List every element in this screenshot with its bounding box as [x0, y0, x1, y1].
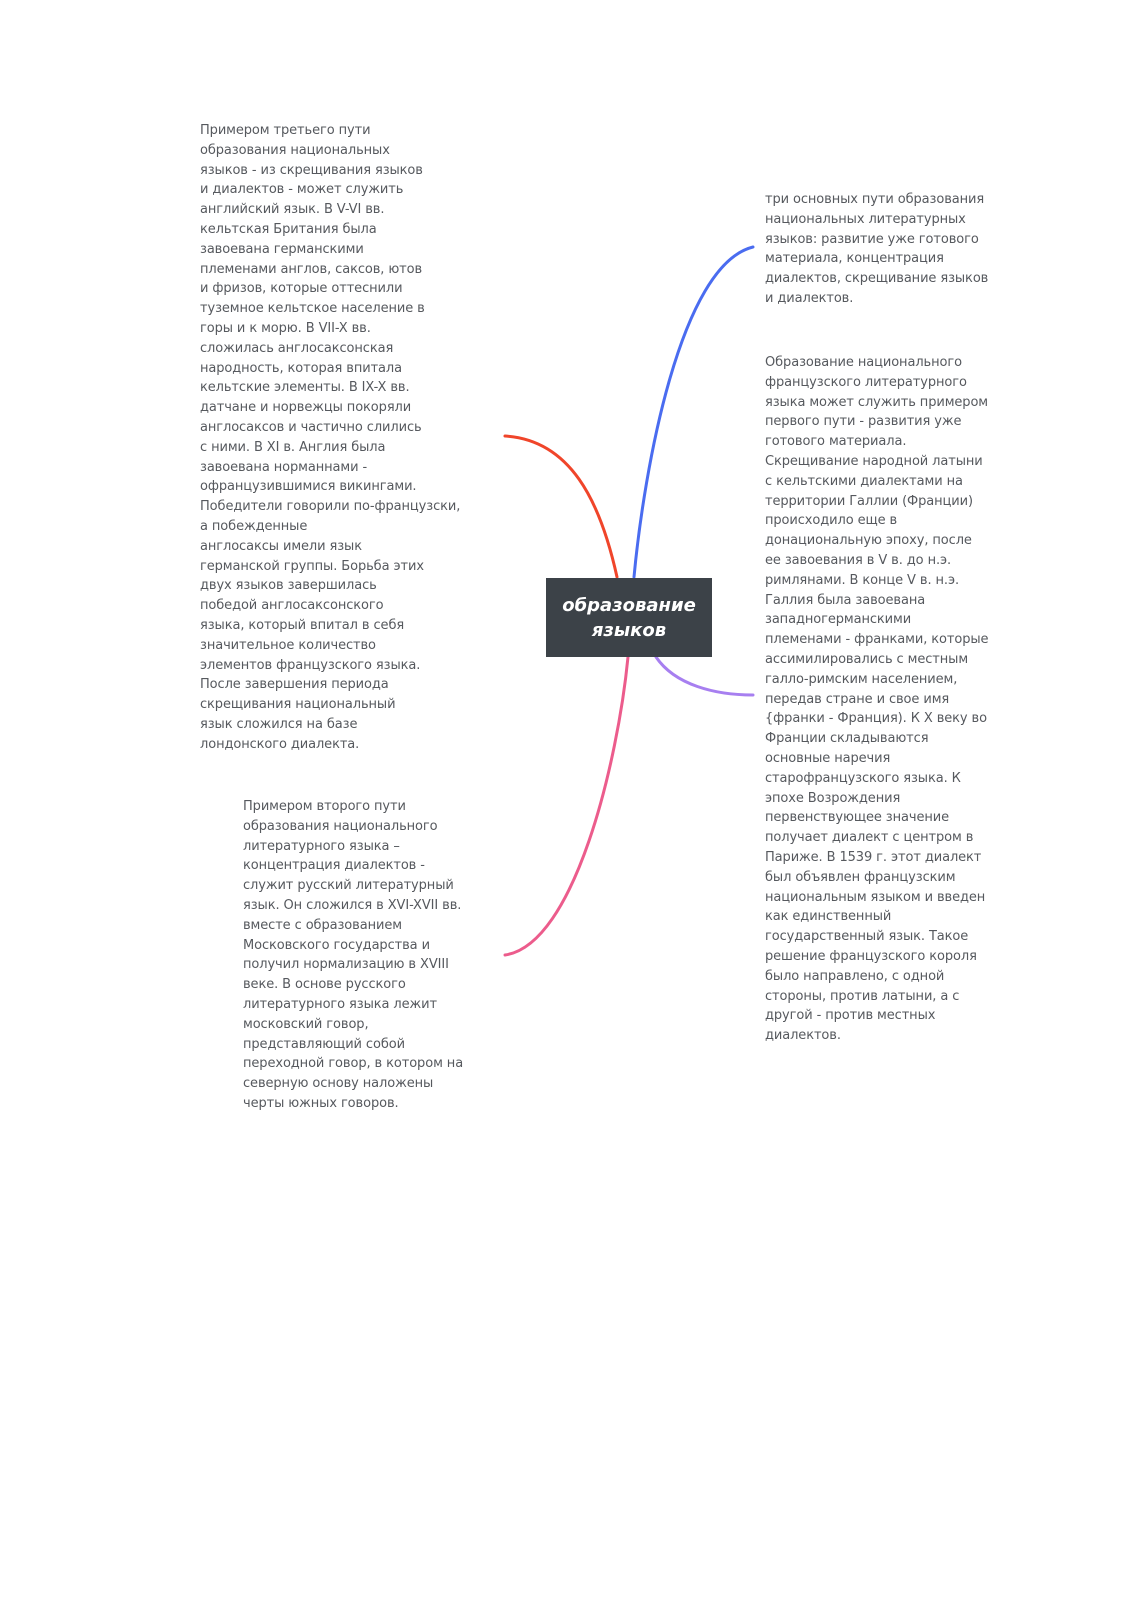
- note-line: Скрещивание народной латыни: [765, 453, 983, 469]
- note-line: донациональную эпоху, после: [765, 533, 972, 549]
- note-line: и диалектов - может служить: [200, 182, 404, 198]
- note-line: племенами - франками, которые: [765, 632, 989, 648]
- central-topic[interactable]: [546, 578, 712, 657]
- note-second-way-russian[interactable]: [243, 797, 463, 1114]
- note-line: сложилась англосаксонская: [200, 340, 394, 356]
- note-line: римлянами. В конце V в. н.э.: [765, 572, 960, 588]
- note-line: происходило еще в: [765, 513, 898, 529]
- note-line: черты южных говоров.: [243, 1095, 399, 1111]
- note-line: элементов французского языка.: [200, 657, 421, 673]
- note-line: значительное количество: [200, 637, 376, 653]
- note-line: с ними. В XI в. Англия была: [200, 439, 386, 455]
- note-line: старофранцузского языка. К: [765, 770, 961, 786]
- note-line: диалектов, скрещивание языков: [765, 271, 989, 287]
- note-line: галло-римским населением,: [765, 671, 958, 687]
- note-line: лондонского диалекта.: [200, 736, 360, 752]
- note-line: англосаксов и частично слились: [200, 419, 422, 435]
- note-third-way-english[interactable]: [200, 121, 460, 755]
- note-line: французского литературного: [765, 374, 967, 390]
- note-three-main-ways[interactable]: [765, 190, 988, 309]
- note-line: образования национальных: [200, 142, 390, 158]
- note-line: двух языков завершилась: [200, 578, 377, 594]
- note-line: Московского государства и: [243, 937, 430, 953]
- note-line: скрещивания национальный: [200, 697, 396, 713]
- note-line: веке. В основе русского: [243, 977, 406, 993]
- note-line: германской группы. Борьба этих: [200, 558, 424, 574]
- note-line: После завершения периода: [200, 677, 389, 693]
- branch-french: [656, 657, 753, 695]
- note-line: получает диалект с центром в: [765, 830, 974, 846]
- note-line: с кельтскими диалектами на: [765, 473, 963, 489]
- note-line: диалектов.: [765, 1028, 841, 1044]
- note-line: а побежденные: [200, 518, 308, 534]
- note-line: литературного языка –: [243, 838, 400, 854]
- note-line: северную основу наложены: [243, 1076, 434, 1092]
- note-line: Франции складываются: [765, 731, 929, 747]
- note-line: язык. Он сложился в XVI-XVII вв.: [243, 897, 462, 913]
- note-line: языка, который впитал в себя: [200, 617, 405, 633]
- note-line: вместе с образованием: [243, 917, 402, 933]
- note-line: государственный язык. Такое: [765, 929, 969, 945]
- note-line: ее завоевания в V в. до н.э.: [765, 552, 952, 568]
- note-line: и фризов, которые оттеснили: [200, 281, 403, 297]
- note-line: национальных литературных: [765, 211, 966, 227]
- note-line: передав стране и свое имя: [765, 691, 950, 707]
- note-line: образования национального: [243, 818, 438, 834]
- note-line: народность, которая впитала: [200, 360, 402, 376]
- central-topic-label: [562, 593, 696, 643]
- note-line: служит русский литературный: [243, 878, 454, 894]
- note-line: концентрация диалектов -: [243, 858, 425, 874]
- note-first-way-french[interactable]: [765, 353, 988, 1046]
- branch-third: [505, 436, 617, 577]
- note-line: и диалектов.: [765, 290, 854, 306]
- note-line: английский язык. В V-VI вв.: [200, 202, 385, 218]
- central-topic-line: образование: [562, 594, 696, 616]
- note-line: западногерманскими: [765, 612, 912, 628]
- note-line: офранцузившимися викингами.: [200, 479, 417, 495]
- note-line: датчане и норвежцы покоряли: [200, 400, 412, 416]
- note-line: горы и к морю. В VII-X вв.: [200, 320, 371, 336]
- note-line: кельтские элементы. В IX-X вв.: [200, 380, 410, 396]
- note-line: было направлено, с одной: [765, 968, 945, 984]
- note-line: Образование национального: [765, 355, 962, 370]
- note-line: стороны, против латыни, а с: [765, 988, 960, 1004]
- note-line: языков: развитие уже готового: [765, 231, 979, 247]
- note-line: {франки - Франция). К X веку во: [765, 711, 987, 727]
- note-line: языков - из скрещивания языков: [200, 162, 423, 178]
- note-line: языка может служить примером: [765, 394, 989, 410]
- central-topic-line: языков: [591, 619, 667, 641]
- note-line: был объявлен французским: [765, 869, 956, 885]
- note-line: англосаксы имели язык: [200, 538, 362, 554]
- note-line: национальным языком и введен: [765, 889, 986, 905]
- note-line: территории Галлии (Франции): [765, 493, 973, 509]
- note-line: туземное кельтское население в: [200, 301, 425, 317]
- note-line: завоевана норманнами -: [200, 459, 368, 475]
- note-line: племенами англов, саксов, ютов: [200, 261, 423, 277]
- note-line: Примером третьего пути: [200, 123, 371, 138]
- note-line: завоевана германскими: [200, 241, 364, 257]
- note-line: эпохе Возрождения: [765, 790, 901, 806]
- branch-three-ways: [634, 247, 753, 577]
- note-line: язык сложился на базе: [200, 716, 358, 732]
- note-line: первого пути - развития уже: [765, 414, 962, 430]
- note-line: другой - против местных: [765, 1008, 936, 1024]
- note-line: как единственный: [765, 909, 892, 925]
- note-line: ассимилировались с местным: [765, 651, 969, 667]
- note-line: Галлия была завоевана: [765, 592, 926, 608]
- note-line: три основных пути образования: [765, 192, 985, 207]
- note-line: победой англосаксонского: [200, 598, 384, 614]
- note-line: Париже. В 1539 г. этот диалект: [765, 849, 982, 865]
- note-line: материала, концентрация: [765, 251, 944, 267]
- note-line: переходной говор, в котором на: [243, 1056, 464, 1072]
- note-line: литературного языка лежит: [243, 996, 437, 1012]
- note-line: получил нормализацию в XVIII: [243, 957, 449, 973]
- note-line: Примером второго пути: [243, 799, 406, 814]
- note-line: первенствующее значение: [765, 810, 950, 826]
- note-line: кельтская Британия была: [200, 221, 377, 237]
- note-line: Победители говорили по-французски,: [200, 499, 461, 515]
- note-line: представляющий собой: [243, 1036, 405, 1052]
- note-line: основные наречия: [765, 750, 891, 766]
- note-line: московский говор,: [243, 1016, 369, 1032]
- note-line: готового материала.: [765, 434, 907, 450]
- note-line: решение французского короля: [765, 948, 977, 964]
- branch-second: [505, 657, 628, 955]
